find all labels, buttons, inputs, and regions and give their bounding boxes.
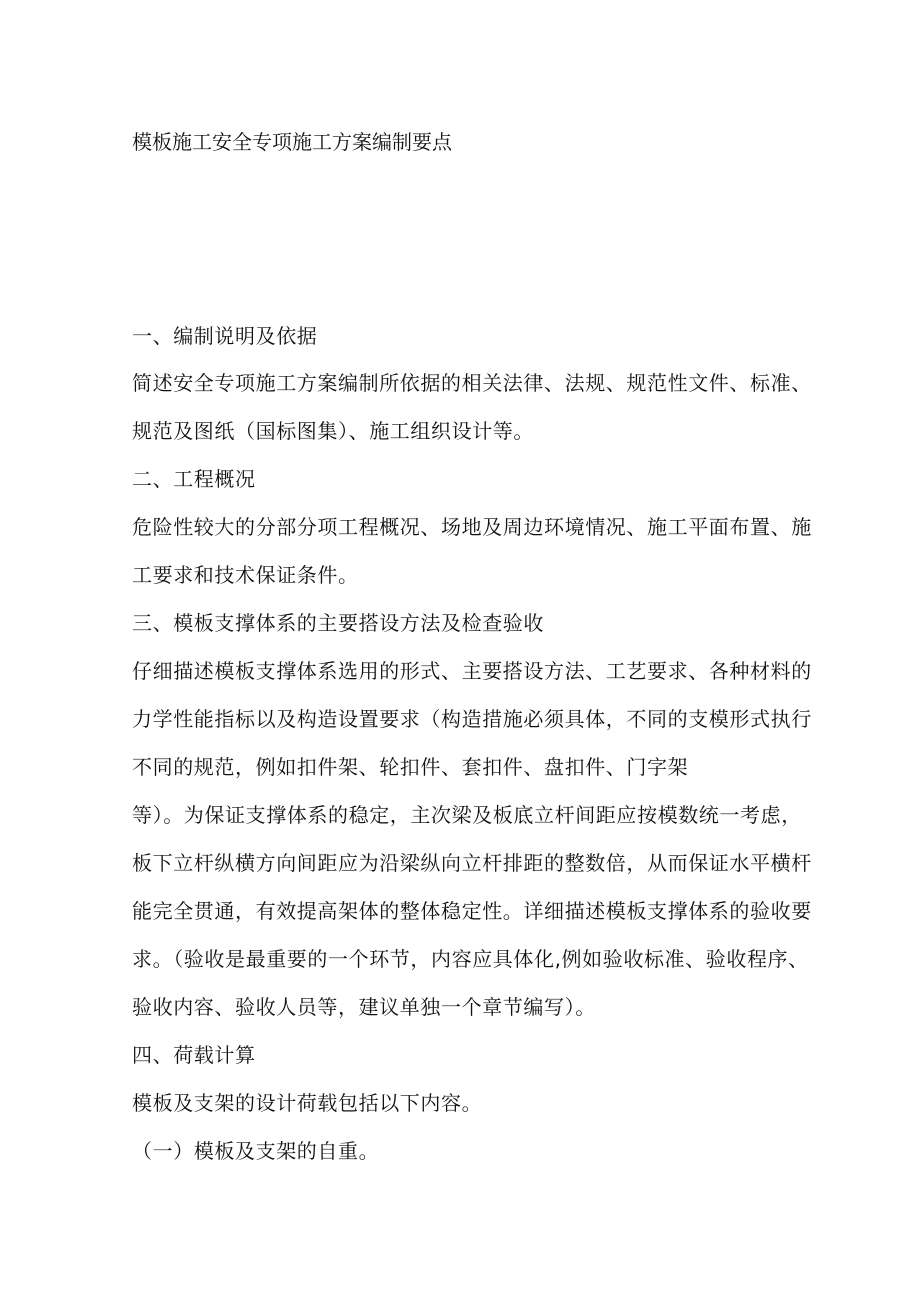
paragraph-line: 不同的规范，例如扣件架、轮扣件、套扣件、盘扣件、门字架 [132,755,689,779]
paragraph-line: 工要求和技术保证条件。 [132,563,359,587]
paragraph-line: 板下立杆纵横方向间距应为沿梁纵向立杆排距的整数倍，从而保证水平横杆 [132,851,812,875]
subsection-heading: （一）模板及支架的自重。 [132,1139,380,1163]
paragraph-line: 危险性较大的分部分项工程概况、场地及周边环境情况、施工平面布置、施 [132,515,812,539]
paragraph-line: 求。（验收是最重要的一个环节，内容应具体化,例如验收标准、验收程序、 [132,947,809,971]
section-heading-2: 二、工程概况 [132,467,256,491]
document-title: 模板施工安全专项施工方案编制要点 [132,130,452,154]
paragraph-line: 模板及支架的设计荷载包括以下内容。 [132,1091,483,1115]
paragraph-line: 规范及图纸（国标图集）、施工组织设计等。 [132,419,534,443]
paragraph-line: 仔细描述模板支撑体系选用的形式、主要搭设方法、工艺要求、各种材料的 [132,659,812,683]
section-heading-1: 一、编制说明及依据 [132,324,318,348]
paragraph-line: 能完全贯通，有效提高架体的整体稳定性。详细描述模板支撑体系的验收要 [132,899,812,923]
section-heading-3: 三、模板支撑体系的主要搭设方法及检查验收 [132,611,544,635]
paragraph-line: 简述安全专项施工方案编制所依据的相关法律、法规、规范性文件、标准、 [132,371,812,395]
paragraph-line: 力学性能指标以及构造设置要求（构造措施必须具体，不同的支模形式执行 [132,707,812,731]
section-heading-4: 四、荷载计算 [132,1043,256,1067]
paragraph-line: 验收内容、验收人员等，建议单独一个章节编写）。 [132,995,596,1019]
paragraph-line: 等）。为保证支撑体系的稳定，主次梁及板底立杆间距应按模数统一考虑， [132,803,802,827]
